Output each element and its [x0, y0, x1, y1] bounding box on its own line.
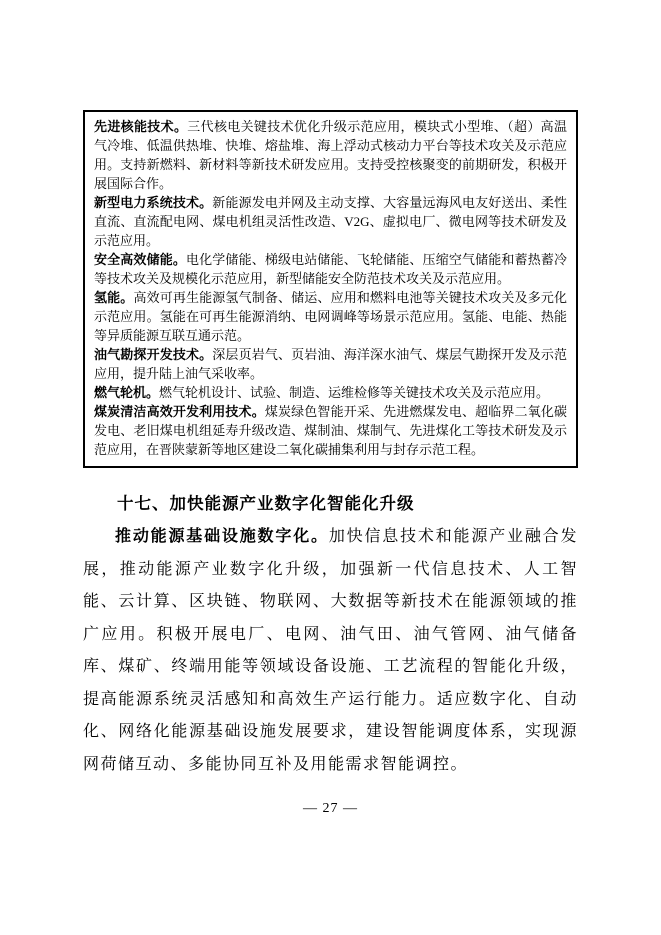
key-technology-box [83, 110, 578, 468]
box-paragraph-power-system [94, 193, 567, 250]
box-paragraph-text: 新能源发电并网及主动支撑、大容量远海风电友好送出、柔性直流、直流配电网、煤电机组灵活性改造、V2G、虚拟电厂、微电网等技术研发及示范应用。 [94, 195, 567, 248]
box-paragraph-text: 三代核电关键技术优化升级示范应用，模块式小型堆、（超）高温气冷堆、低温供热堆、快堆、熔盐堆、海上浮动式核动力平台等技术攻关及示范应用。支持新燃料、新材料等新技术研发应用。支持受控核聚变的前期研发，积极开展国际合作。 [94, 119, 567, 191]
box-paragraph-lead: 煤炭清洁高效开发利用技术。 [94, 404, 265, 419]
section-heading: 十七、加快能源产业数字化智能化升级 [117, 494, 415, 513]
page-number: — 27 — [303, 801, 358, 816]
box-paragraph-lead: 安全高效储能。 [94, 252, 186, 267]
box-paragraph-text: 煤炭绿色智能开采、先进燃煤发电、超临界二氧化碳发电、老旧煤电机组延寿升级改造、煤制油、煤制气、先进煤化工等技术研发及示范应用，在晋陕蒙新等地区建设二氧化碳捕集利用与封存示范工程。 [94, 404, 567, 457]
box-paragraph-text: 高效可再生能源氢气制备、储运、应用和燃料电池等关键技术攻关及多元化示范应用。氢能在可再生能源消纳、电网调峰等场景示范应用。氢能、电能、热能等异质能源互联互通示范。 [94, 290, 567, 343]
section-body-text: 加快信息技术和能源产业融合发展，推动能源产业数字化升级，加强新一代信息技术、人工智能、云计算、区块链、物联网、大数据等新技术在能源领域的推广应用。积极开展电厂、电网、油气田、油气管网、油气储备库、煤矿、终端用能等领域设备设施、工艺流程的智能化升级，提高能源系统灵活感知和高效生产运行能力。适应数字化、自动化、网络化能源基础设施发展要求，建设智能调度体系，实现源网荷储互动、多能协同互补及用能需求智能调控。 [83, 528, 578, 773]
box-paragraph-lead: 新型电力系统技术。 [94, 195, 213, 210]
section-body-lead: 推动能源基础设施数字化。 [115, 528, 329, 545]
section-body-paragraph [83, 521, 578, 781]
box-paragraph-lead: 氢能。 [94, 290, 134, 305]
box-paragraph-oil-gas [94, 345, 567, 383]
box-paragraph-gas-turbine [94, 383, 567, 402]
box-paragraph-text: 燃气轮机设计、试验、制造、运维检修等关键技术攻关及示范应用。 [159, 385, 550, 400]
box-paragraph-clean-coal [94, 402, 567, 459]
box-paragraph-text: 深层页岩气、页岩油、海洋深水油气、煤层气勘探开发及示范应用，提升陆上油气采收率。 [94, 347, 567, 381]
box-paragraph-lead: 先进核能技术。 [94, 119, 188, 134]
box-paragraph-nuclear [94, 117, 567, 193]
box-paragraph-lead: 油气勘探开发技术。 [94, 347, 213, 362]
box-paragraph-energy-storage [94, 250, 567, 288]
box-paragraph-hydrogen [94, 288, 567, 345]
box-paragraph-lead: 燃气轮机。 [94, 385, 160, 400]
box-paragraph-text: 电化学储能、梯级电站储能、飞轮储能、压缩空气储能和蓄热蓄冷等技术攻关及规模化示范应用，新型储能安全防范技术攻关及示范应用。 [94, 252, 567, 286]
